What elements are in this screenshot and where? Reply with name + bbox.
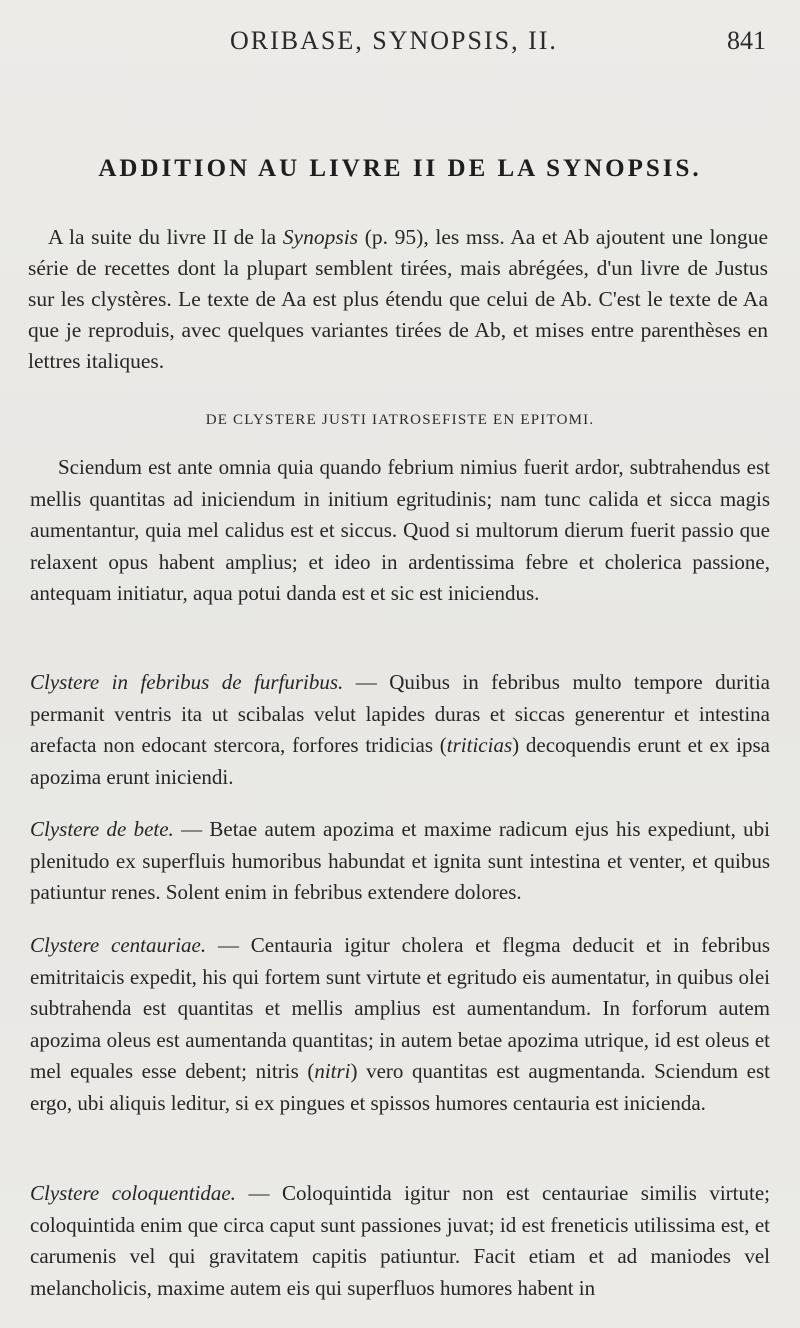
recipe-text: — Centauria igitur cholera et flegma deducit et in febribus emitritaicis expedit, his qui fortem sunt virtute et egritudo eis aumentatur, in quibus olei subtrahenda est quantitas et mellis amplius est aumentandum. In forforum autem apozima oleus est aumentanda quantitas; in autem betae apozima utrique, id est oleus et mel equales esse debent; nitris ( [30,933,770,1083]
recipe-text: — Betae autem apozima et maxime radicum ejus his expediunt, ubi plenitudo ex superfluis humoribus habundat et ignita sunt intestina et venter, et quibus patiuntur renes. Solent enim in febribus extendere dolores. [30,817,770,904]
variant-italic: triticias [446,733,513,757]
paragraph-bete [30,814,770,909]
paragraph-preface: Sciendum est ante omnia quia quando febrium nimius fuerit ardor, subtrahendus est mellis quantitas ad iniciendum in initium egritudinis; nam tunc calida et sicca magis aumentantur, quia mel calidus est et siccus. Quod si multorum dierum fuerit passio que relaxent opus habent amplius; et ideo in ardentissima febre et cholerica passione, antequam initiatur, aqua potui danda est et sic est iniciendus. [30,455,770,605]
paragraph-furfuribus [30,667,770,793]
subsection-heading: DE CLYSTERE JUSTI IATROSEFISTE EN EPITOMI. [205,412,595,428]
running-header [0,22,800,62]
recipe-title: Clystere coloquentidae. [30,1181,236,1205]
intro-text-1: A la suite du livre II de la [48,225,283,249]
recipe-text-cont: ) vero quantitas est augmentanda. Sciendum est ergo, ubi aliquis leditur, si ex pingues et spissos humores centauria est inicienda. [30,1059,770,1115]
paragraph-coloquentidae [30,1178,770,1304]
recipe-text: — Coloquintida igitur non est centauriae similis virtute; coloquintida enim que circa caput sunt passiones juvat; id est freneticis utilissima est, et carumenis vel qui gravitatem capitis patiuntur. Facit etiam et ad maniodes vel melancholicis, maxime autem eis qui superfluos humores habent in [30,1181,770,1300]
section-title: ADDITION AU LIVRE II DE LA SYNOPSIS. [98,155,702,182]
paragraph-centauriae [30,930,770,1119]
intro-text-2: (p. 95), les mss. Aa et Ab ajoutent une longue série de recettes dont la plupart semblent tirées, mais abrégées, d'un livre de Justus sur les clystères. Le texte de Aa est plus étendu que celui de Ab. C'est le texte de Aa que je reproduis, avec quelques variantes tirées de Ab, et mises entre parenthèses en lettres italiques. [28,225,769,373]
intro-italic-synopsis: Synopsis [282,225,359,249]
variant-italic: nitri [314,1059,351,1083]
page-number: 841 [727,26,766,55]
recipe-title: Clystere in febribus de furfuribus. [30,670,344,694]
recipe-text: — Quibus in febribus multo tempore duritia permanit ventris ita ut scibalas velut lapides duras et siccas generentur et intestina arefacta non edocant stercora, forfores tridicias ( [30,670,770,757]
recipe-title: Clystere de bete. [30,817,174,841]
intro-paragraph [28,222,768,377]
running-title: ORIBASE, SYNOPSIS, II. [230,26,558,55]
recipe-title: Clystere centauriae. [30,933,207,957]
recipe-text-cont: ) decoquendis erunt et ex ipsa apozima erunt iniciendi. [30,733,770,789]
